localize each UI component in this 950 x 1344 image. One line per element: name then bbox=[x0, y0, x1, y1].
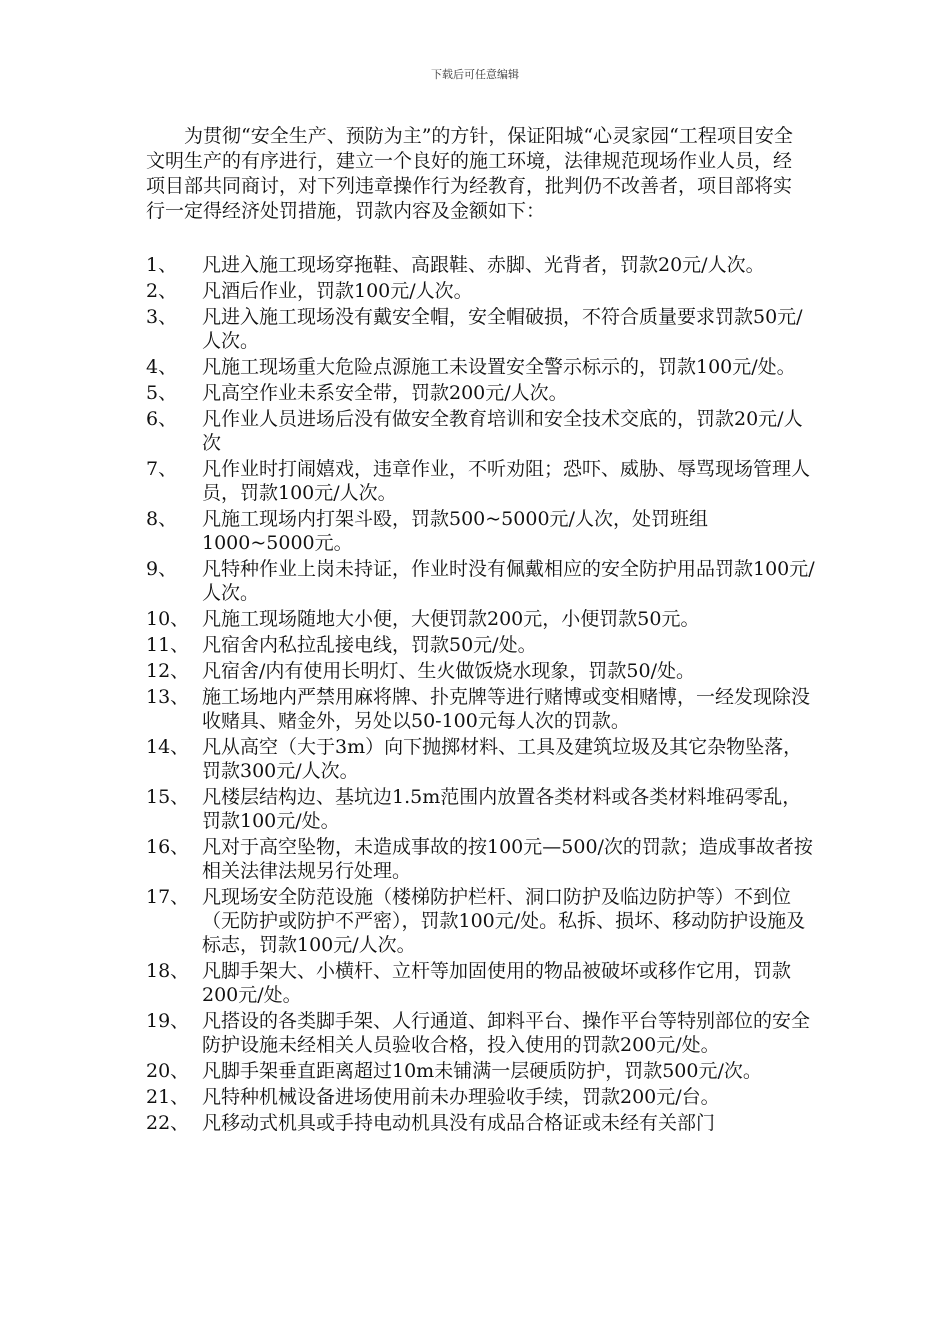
rule-number: 17、 bbox=[146, 886, 190, 908]
rule-text: 凡特种机械设备进场使用前未办理验收手续，罚款200元/台。 bbox=[202, 1086, 720, 1108]
rule-text: 凡施工现场内打架斗殴，罚款500~5000元/人次，处罚班组1000~5000元。 bbox=[202, 508, 708, 554]
rule-text: 凡进入施工现场穿拖鞋、高跟鞋、赤脚、光背者，罚款20元/人次。 bbox=[202, 254, 765, 276]
rule-number: 14、 bbox=[146, 736, 190, 758]
rule-text: 凡高空作业未系安全带，罚款200元/人次。 bbox=[202, 382, 568, 404]
rule-number: 10、 bbox=[146, 608, 190, 630]
rule-number: 12、 bbox=[146, 660, 190, 682]
rule-text: 凡楼层结构边、基坑边1.5m范围内放置各类材料或各类材料堆码零乱，罚款100元/处。 bbox=[202, 786, 802, 832]
rule-text: 凡宿舍/内有使用长明灯、生火做饭烧水现象，罚款50/处。 bbox=[202, 660, 695, 682]
rule-text: 凡作业人员进场后没有做安全教育培训和安全技术交底的，罚款20元/人次 bbox=[202, 408, 803, 454]
rule-text: 凡特种作业上岗未持证，作业时没有佩戴相应的安全防护用品罚款100元/ 人次。 bbox=[202, 558, 815, 604]
rule-text: 凡作业时打闹嬉戏，违章作业，不听劝阻；恐吓、威胁、辱骂现场管理人员，罚款100元/人次。 bbox=[202, 458, 811, 504]
rule-text: 凡脚手架大、小横杆、立杆等加固使用的物品被破坏或移作它用，罚款200元/处。 bbox=[202, 960, 792, 1006]
rule-item bbox=[146, 557, 816, 605]
rule-text: 凡酒后作业，罚款100元/人次。 bbox=[202, 280, 473, 302]
rule-item bbox=[146, 1009, 816, 1057]
rule-text: 凡对于高空坠物，未造成事故的按100元—500/次的罚款；造成事故者按相关法律法规另行处理。 bbox=[202, 836, 813, 882]
rule-number: 2、 bbox=[146, 280, 178, 302]
rule-number: 22、 bbox=[146, 1112, 190, 1134]
rule-item bbox=[146, 1111, 816, 1135]
rule-number: 18、 bbox=[146, 960, 190, 982]
rule-item bbox=[146, 457, 816, 505]
rule-text: 凡宿舍内私拉乱接电线，罚款50元/处。 bbox=[202, 634, 537, 656]
rule-text: 凡进入施工现场没有戴安全帽，安全帽破损，不符合质量要求罚款50元/人次。 bbox=[202, 306, 803, 352]
rule-item bbox=[146, 659, 816, 683]
rule-text: 施工场地内严禁用麻将牌、扑克牌等进行赌博或变相赌博，一经发现除没收赌具、赌金外，另处以50-100元每人次的罚款。 bbox=[202, 686, 811, 732]
rule-text: 凡从高空（大于3m）向下抛掷材料、工具及建筑垃圾及其它杂物坠落，罚款300元/人次。 bbox=[202, 736, 803, 782]
rule-number: 19、 bbox=[146, 1010, 190, 1032]
rule-item bbox=[146, 685, 816, 733]
rule-number: 11、 bbox=[146, 634, 190, 656]
rule-number: 5、 bbox=[146, 382, 178, 404]
rule-number: 16、 bbox=[146, 836, 190, 858]
rule-text: 凡施工现场重大危险点源施工未设置安全警示标示的，罚款100元/处。 bbox=[202, 356, 796, 378]
rules-list bbox=[146, 253, 816, 1137]
rule-text: 凡施工现场随地大小便，大便罚款200元，小便罚款50元。 bbox=[202, 608, 700, 630]
rule-item bbox=[146, 1059, 816, 1083]
rule-number: 20、 bbox=[146, 1060, 190, 1082]
rule-item bbox=[146, 355, 816, 379]
intro-paragraph: 为贯彻“安全生产、预防为主”的方针，保证阳城“心灵家园“工程项目安全文明生产的有序进行，建立一个良好的施工环境，法律规范现场作业人员，经项目部共同商讨，对下列违章操作行为经教育，批判仍不改善者，项目部将实行一定得经济处罚措施，罚款内容及金额如下： bbox=[146, 125, 793, 222]
rule-text: 凡脚手架垂直距离超过10m未铺满一层硬质防护，罚款500元/次。 bbox=[202, 1060, 762, 1082]
rule-item bbox=[146, 735, 816, 783]
rule-text: 凡现场安全防范设施（楼梯防护栏杆、洞口防护及临边防护等）不到位（无防护或防护不严密），罚款100元/处。私拆、损坏、移动防护设施及标志，罚款100元/人次。 bbox=[202, 886, 806, 956]
header-note: 下载后可任意编辑 bbox=[431, 68, 519, 81]
rule-item bbox=[146, 1085, 816, 1109]
rule-number: 4、 bbox=[146, 356, 178, 378]
rule-text: 凡搭设的各类脚手架、人行通道、卸料平台、操作平台等特别部位的安全防护设施未经相关人员验收合格，投入使用的罚款200元/处。 bbox=[202, 1010, 811, 1056]
rule-number: 9、 bbox=[146, 558, 178, 580]
rule-item bbox=[146, 607, 816, 631]
rule-item bbox=[146, 279, 816, 303]
rule-number: 15、 bbox=[146, 786, 190, 808]
rule-item bbox=[146, 835, 816, 883]
rule-item bbox=[146, 959, 816, 1007]
rule-number: 1、 bbox=[146, 254, 178, 276]
rule-item bbox=[146, 381, 816, 405]
rule-number: 8、 bbox=[146, 508, 178, 530]
rule-item bbox=[146, 305, 816, 353]
rule-number: 3、 bbox=[146, 306, 178, 328]
rule-number: 6、 bbox=[146, 408, 178, 430]
rule-text: 凡移动式机具或手持电动机具没有成品合格证或未经有关部门 bbox=[202, 1112, 716, 1134]
rule-item bbox=[146, 407, 816, 455]
rule-number: 21、 bbox=[146, 1086, 190, 1108]
rule-item bbox=[146, 253, 816, 277]
rule-item bbox=[146, 507, 816, 555]
rule-item bbox=[146, 633, 816, 657]
rule-item bbox=[146, 785, 816, 833]
rule-number: 7、 bbox=[146, 458, 178, 480]
rule-item bbox=[146, 885, 816, 957]
rule-number: 13、 bbox=[146, 686, 190, 708]
